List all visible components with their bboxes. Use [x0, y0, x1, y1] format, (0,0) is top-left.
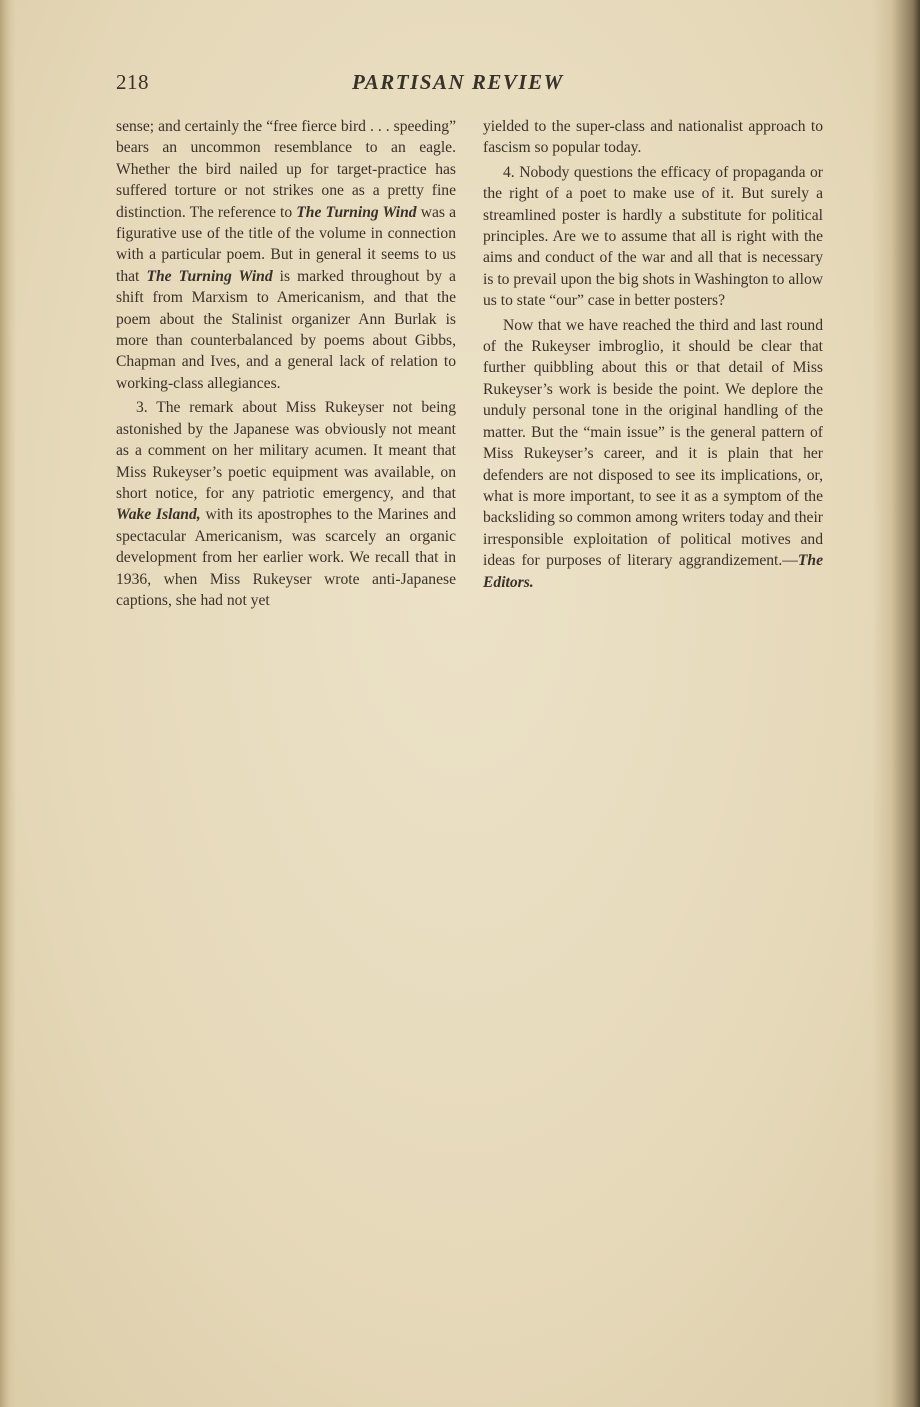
paragraph: 3. The remark about Miss Rukeyser not being astonished by the Japanese was obviously not meant as a comment on her military acumen. It meant that Miss Rukeyser’s poetic equipment was available, on short notice, for any patriotic emergency, and that Wake Island, with its apostrophes to the Marines and spectacular Americanism, was scarcely an organic development from her earlier work. We recall that in 1936, when Miss Rukeyser wrote anti-Japanese captions, she had not yet — [116, 399, 456, 609]
italic-title: The Turning Wind — [296, 203, 417, 221]
paragraph: Now that we have reached the third and last round of the Rukeyser imbroglio, it should be clear that further quibbling about this or that detail of Miss Rukeyser’s work is beside the point. We deplore the unduly personal tone in the original handling of the matter. But the “main issue” is the general pattern of Miss Rukeyser’s career, and it is plain that her defenders are not disposed to see its implications, or, what is more important, to see it as a symptom of the backsliding so common among writers today and their irresponsible exploitation of political motives and ideas for purposes of literary aggrandizement.—The Editors. — [483, 316, 823, 591]
paragraph: 4. Nobody questions the efficacy of propaganda or the right of a poet to make use of it. But surely a streamlined poster is hardly a substitute for political principles. Are we to assume that all is right with the aims and conduct of the war and all that is necessary is to prevail upon the big shots in Washington to allow us to state “our” case in better posters? — [483, 163, 823, 310]
italic-title: The Turning Wind — [146, 267, 273, 285]
paragraph: yielded to the super-class and nationalist approach to fascism so popular today. — [483, 118, 823, 157]
paragraph: sense; and certainly the “free fierce bird . . . speeding” bears an uncommon resemblance to an eagle. Whether the bird nailed up for target-practice has suffered torture or not strikes one as a pretty fine distinction. The reference to The Turning Wind was a figurative use of the title of the volume in connection with a particular poem. But in general it seems to us that The Turning Wind is marked throughout by a shift from Marxism to Americanism, and that the poem about the Stalinist organizer Ann Burlak is more than counterbalanced by poems about Gibbs, Chapman and Ives, and a general lack of relation to working-class allegiances. — [116, 118, 456, 392]
right-column — [483, 116, 823, 593]
page-number: 218 — [116, 70, 149, 94]
italic-title: Wake Island, — [116, 506, 201, 524]
page-edge-shadow — [872, 0, 920, 1407]
running-head: PARTISAN REVIEW — [352, 70, 564, 94]
left-column — [116, 116, 456, 611]
page-header — [116, 70, 824, 102]
binding-shadow — [0, 0, 16, 1407]
italic-title: The Editors. — [483, 552, 823, 591]
